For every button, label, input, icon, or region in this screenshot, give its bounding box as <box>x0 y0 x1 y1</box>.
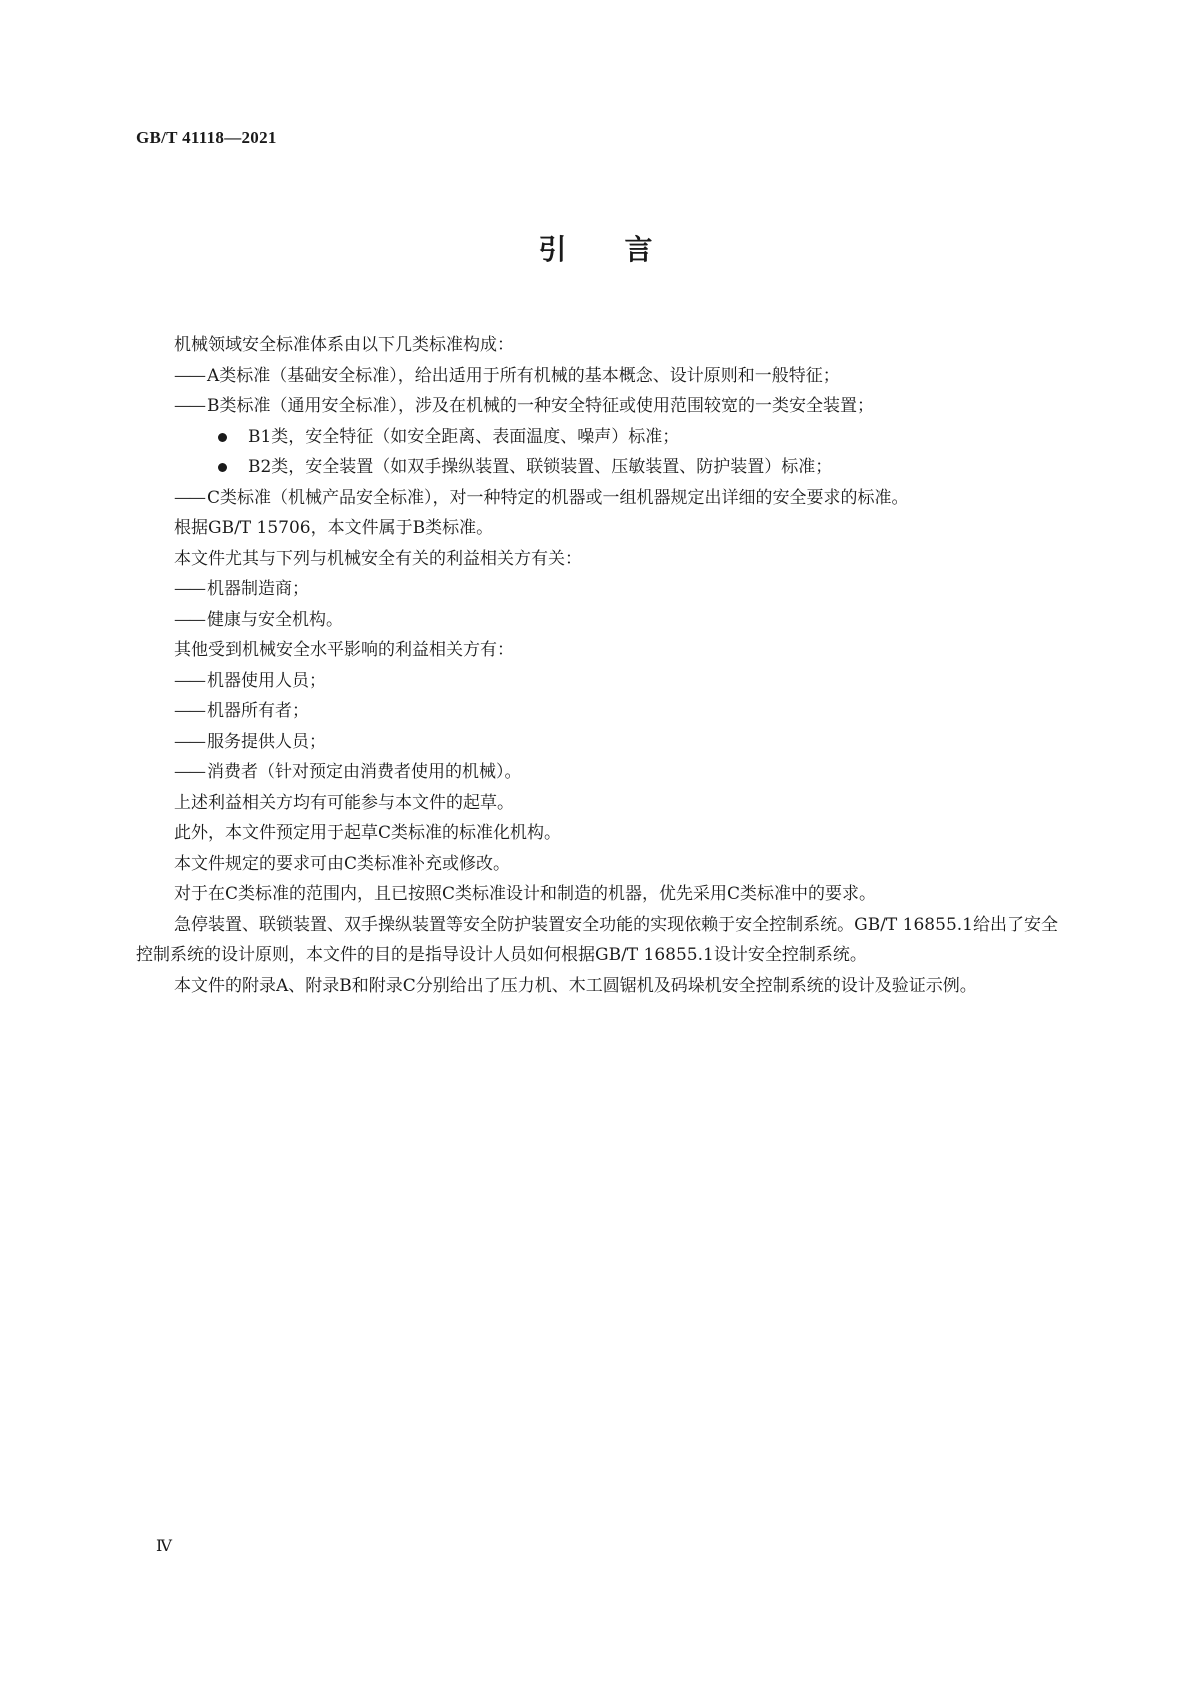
list-item: —— B类标准（通用安全标准），涉及在机械的一种安全特征或使用范围较宽的一类安全装置； <box>136 391 1058 422</box>
paragraph: 急停装置、联锁装置、双手操纵装置等安全防护装置安全功能的实现依赖于安全控制系统。GB/T 16855.1给出了安全控制系统的设计原则，本文件的目的是指导设计人员如何根据GB/T 16855.1设计安全控制系统。 <box>136 914 1058 965</box>
bullet-icon <box>218 433 227 442</box>
paragraph: 对于在C类标准的范围内，且已按照C类标准设计和制造的机器，优先采用C类标准中的要求。 <box>174 884 877 904</box>
page-title: 引言 <box>538 233 711 266</box>
paragraph: 上述利益相关方均有可能参与本文件的起草。 <box>174 792 514 813</box>
list-item: —— 机器所有者； <box>136 696 1058 727</box>
bullet-icon <box>218 463 227 472</box>
paragraph: 根据GB/T 15706，本文件属于B类标准。 <box>174 518 494 538</box>
list-item: —— A类标准（基础安全标准），给出适用于所有机械的基本概念、设计原则和一般特征； <box>136 361 1058 392</box>
standard-code: GB/T 41118—2021 <box>136 128 277 147</box>
list-item: —— 机器使用人员； <box>136 666 1058 697</box>
paragraph: 机械领域安全标准体系由以下几类标准构成： <box>174 335 514 355</box>
bullet-text: B1类，安全特征（如安全距离、表面温度、噪声）标准； <box>248 426 680 447</box>
list-item: —— 健康与安全机构。 <box>136 605 1058 636</box>
document-body <box>136 330 1058 1001</box>
bullet-text: B2类，安全装置（如双手操纵装置、联锁装置、压敏装置、防护装置）标准； <box>248 457 833 477</box>
paragraph: 本文件规定的要求可由C类标准补充或修改。 <box>174 853 511 874</box>
list-item: —— 消费者（针对预定由消费者使用的机械）。 <box>136 757 1058 788</box>
bullet-item <box>136 452 1058 483</box>
paragraph: 本文件尤其与下列与机械安全有关的利益相关方有关： <box>174 548 582 569</box>
list-item: —— 机器制造商； <box>136 574 1058 605</box>
paragraph: 本文件的附录A、附录B和附录C分别给出了压力机、木工圆锯机及码垛机安全控制系统的设计及验证示例。 <box>174 975 977 996</box>
list-item: —— C类标准（机械产品安全标准），对一种特定的机器或一组机器规定出详细的安全要求的标准。 <box>136 483 1058 514</box>
list-item: —— 服务提供人员； <box>136 727 1058 758</box>
bullet-item <box>136 422 1058 453</box>
paragraph: 其他受到机械安全水平影响的利益相关方有： <box>174 640 514 660</box>
page-number: Ⅳ <box>156 1538 172 1555</box>
paragraph: 此外，本文件预定用于起草C类标准的标准化机构。 <box>174 823 562 843</box>
